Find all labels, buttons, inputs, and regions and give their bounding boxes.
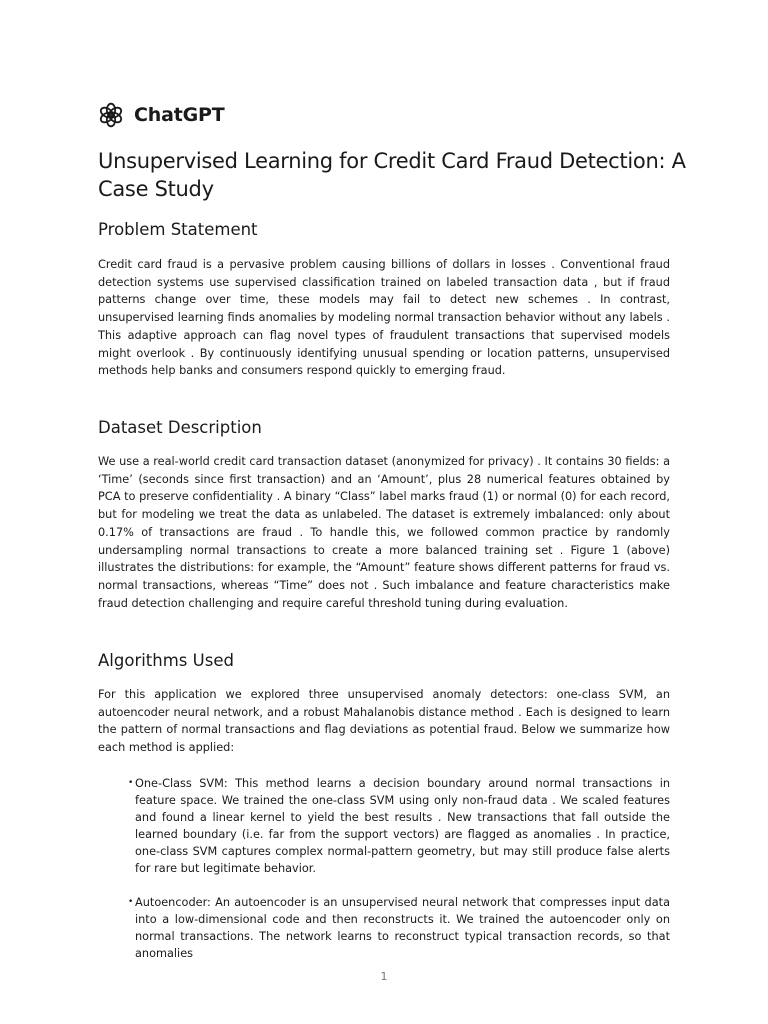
algorithms-list: [128, 775, 670, 962]
algorithms-heading: Algorithms Used: [98, 651, 234, 670]
brand-header: [98, 100, 224, 130]
list-item: [128, 894, 670, 962]
bullet-text: Autoencoder: An autoencoder is an unsupervised neural network that compresses input data into a low-dimensional code and then reconstructs it. We trained the autoencoder only on normal transactions. The network learns to reconstruct typical transaction records, so that anomalies: [135, 895, 670, 960]
openai-logo-icon: [98, 102, 124, 128]
document-title: Unsupervised Learning for Credit Card Fraud Detection: A Case Study: [98, 149, 686, 201]
algorithms-paragraph: For this application we explored three unsupervised anomaly detectors: one-class SVM, an autoencoder neural network, and a robust Mahalanobis distance method . Each is designed to learn the pattern of normal transactions and flag deviations as potential fraud. Below we summarize how each method is applied:: [98, 688, 670, 755]
problem-heading: Problem Statement: [98, 220, 258, 239]
problem-paragraph: Credit card fraud is a pervasive problem causing billions of dollars in losses . Conventional fraud detection systems use supervised classification trained on labeled transaction data , but if fraud patterns change over time, these models may fail to detect new schemes . In contrast, unsupervised learning finds anomalies by modeling normal transaction behavior without any labels . This adaptive approach can flag novel types of fraudulent transactions that supervised models might overlook . By continuously identifying unusual spending or location patterns, unsupervised methods help banks and consumers respond quickly to emerging fraud.: [98, 258, 670, 378]
bullet-icon: •: [128, 778, 134, 788]
bullet-icon: •: [128, 896, 134, 907]
dataset-paragraph: We use a real-world credit card transaction dataset (anonymized for privacy) . It contains 30 fields: a ‘Time’ (seconds since first transaction) and an ‘Amount’, plus 28 numerical features obtained by PCA to preserve confidentiality . A binary “Class” label marks fraud (1) or normal (0) for each record, but for modeling we treat the data as unlabeled. The dataset is extremely imbalanced: only about 0.17% of transactions are fraud . To handle this, we followed common practice by randomly undersampling normal transactions to create a more balanced training set . Figure 1 (above) illustrates the distributions: for example, the “Amount” feature shows different patterns for fraud vs. normal transactions, whereas “Time” does not . Such imbalance and feature characteristics make fraud detection challenging and require careful threshold tuning during evaluation.: [98, 455, 670, 610]
dataset-heading: Dataset Description: [98, 418, 262, 437]
list-item: [128, 775, 670, 878]
brand-name: ChatGPT: [134, 104, 225, 126]
page-number: 1: [380, 970, 388, 983]
bullet-text: One-Class SVM: This method learns a decision boundary around normal transactions in feature space. We trained the one-class SVM using only non-fraud data . We scaled features and found a linear kernel to yield the best results . New transactions that fall outside the learned boundary (i.e. far from the support vectors) are flagged as anomalies . In practice, one-class SVM captures complex normal-pattern geometry, but may still produce false alerts for rare but legitimate behavior.: [135, 777, 670, 876]
